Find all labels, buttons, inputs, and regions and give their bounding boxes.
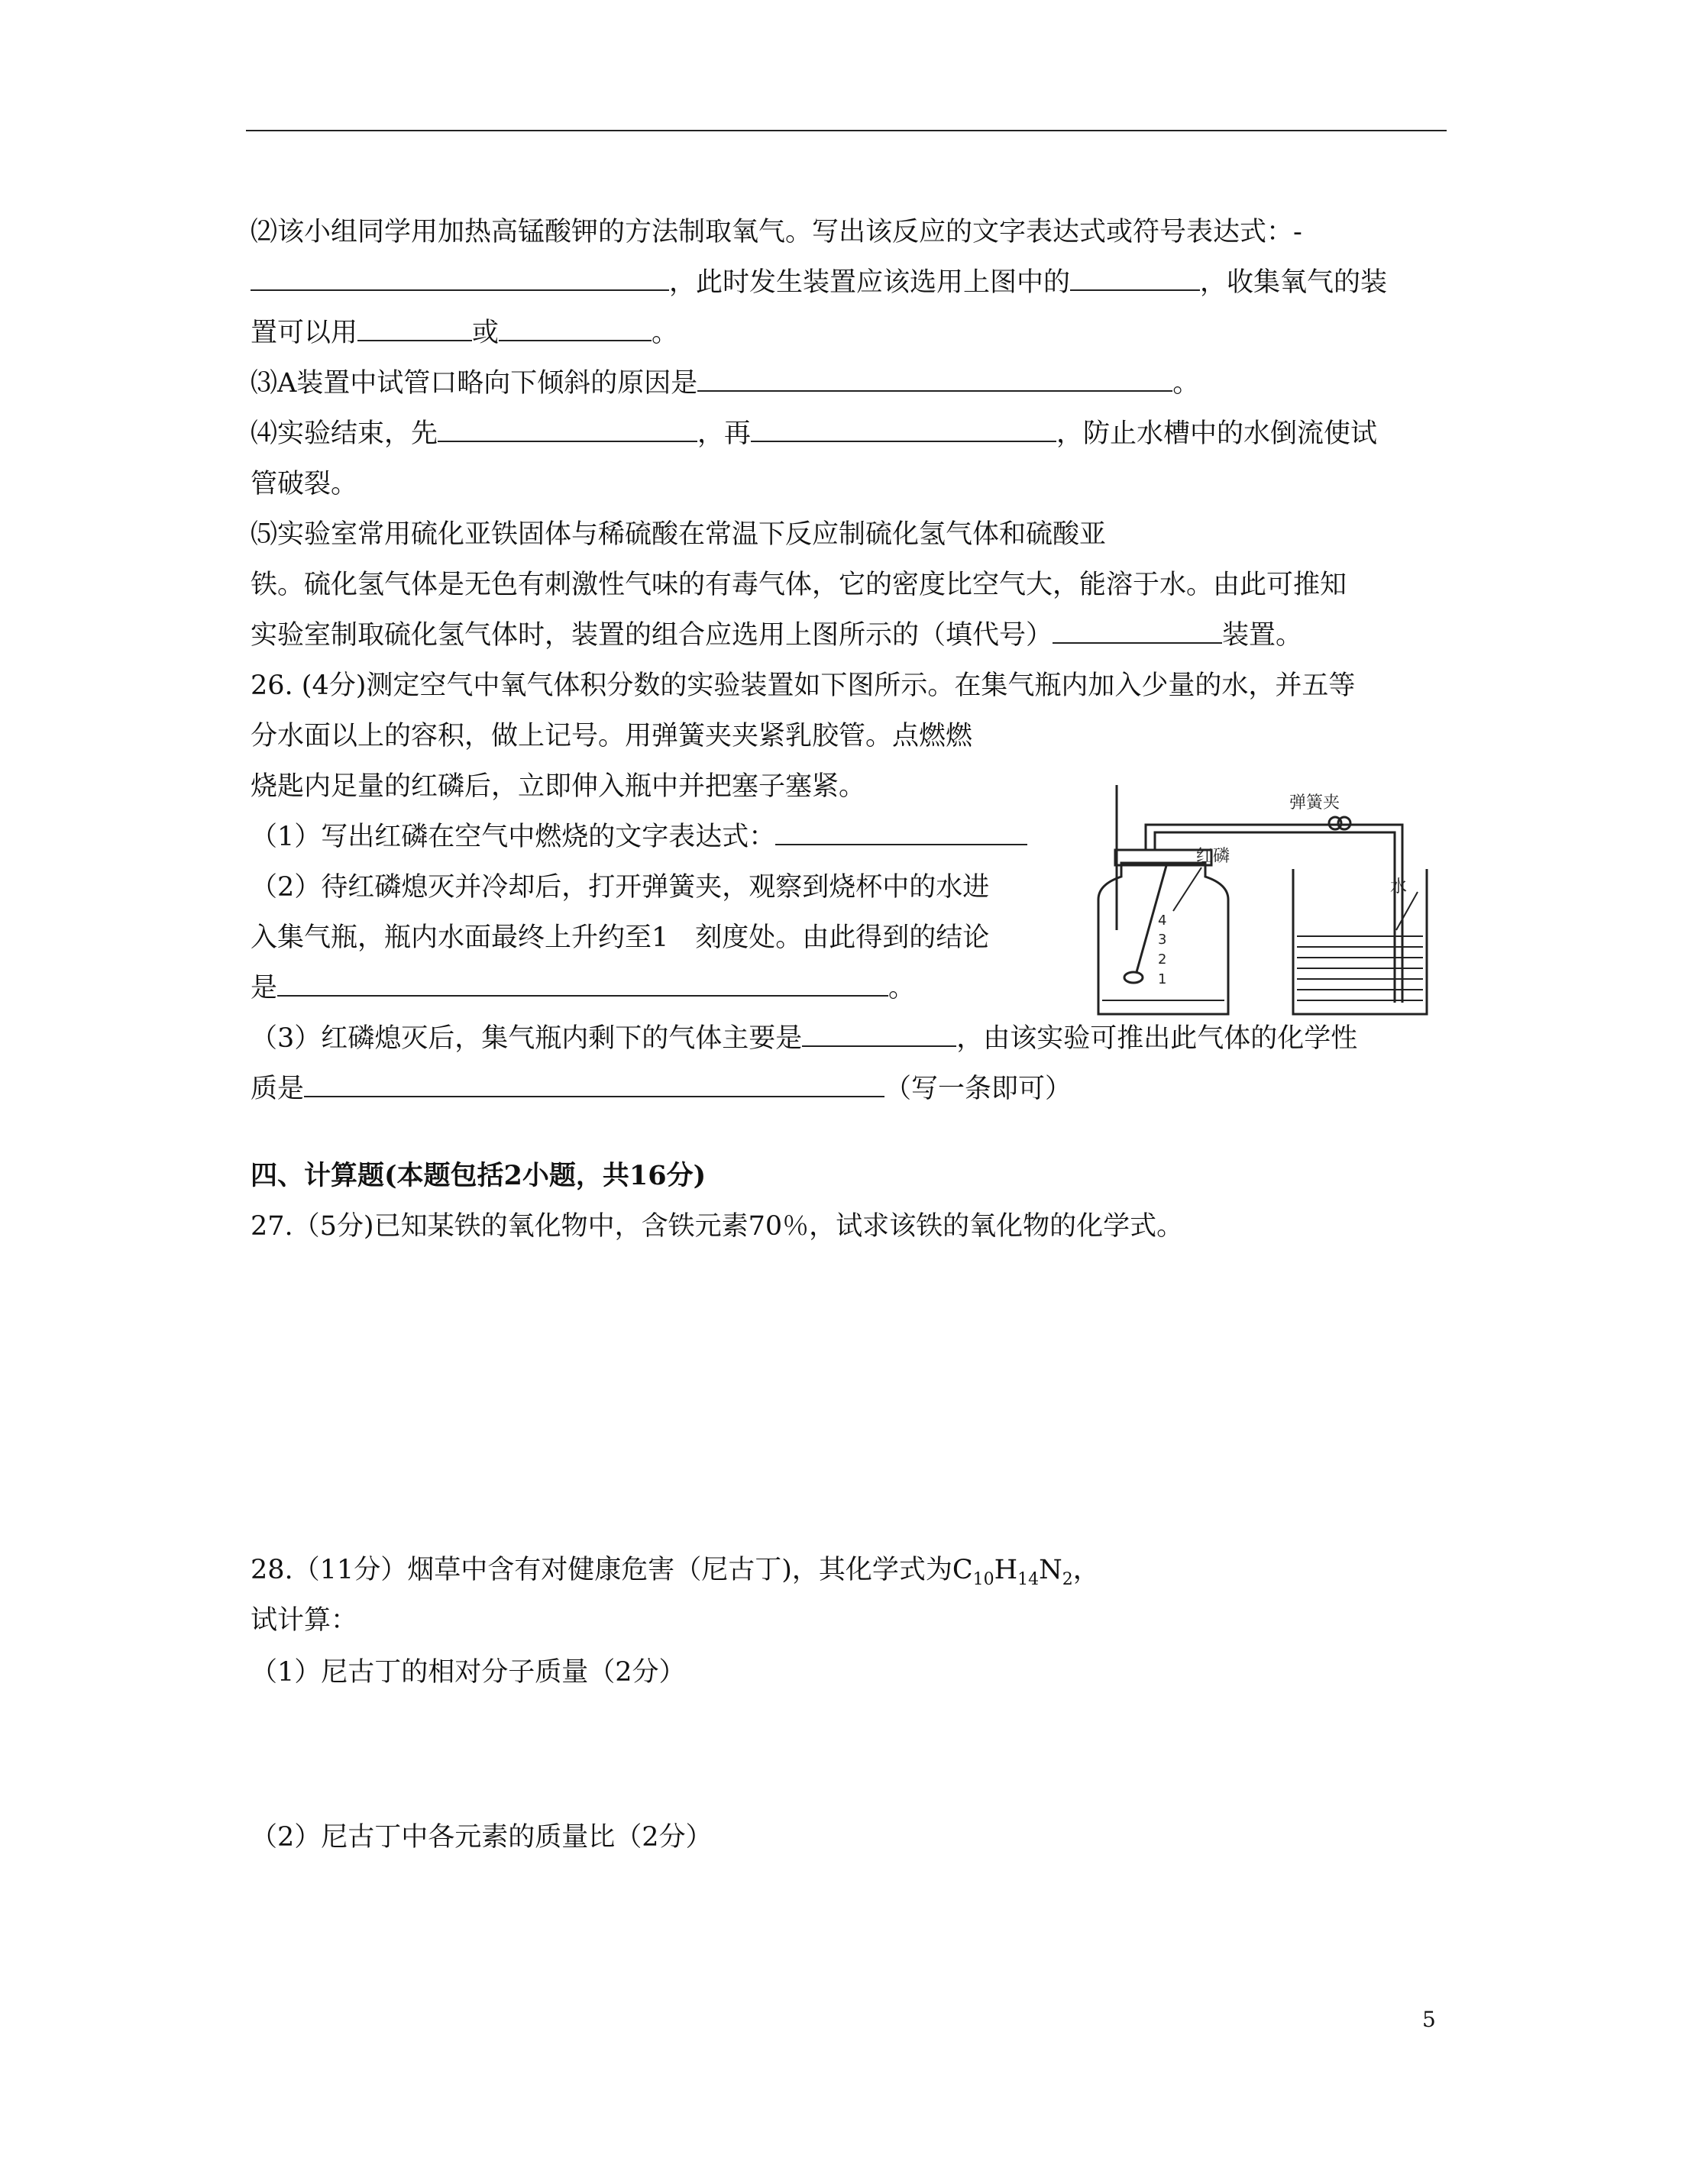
q26-s1: [251, 819, 1027, 855]
scale-mark-2: 2: [1158, 951, 1167, 968]
q25-p2-line2: [251, 264, 1387, 301]
element-n: N: [1039, 1555, 1062, 1585]
scale-mark-1: 1: [1158, 971, 1167, 987]
subscript-c: 10: [972, 1570, 994, 1589]
answer-blank[interactable]: [357, 317, 472, 341]
q25-p2-line3-mid: 或: [472, 318, 500, 348]
subscript-h: 14: [1017, 1570, 1040, 1589]
q25-p4-end: ，防止水槽中的水倒流使试: [1056, 418, 1378, 449]
glass-tube: [1146, 825, 1402, 1003]
q25-p4-line2: 管破裂。: [251, 469, 358, 499]
element-h: H: [994, 1555, 1018, 1585]
label-red-phosphorus: 红磷: [1196, 847, 1230, 866]
q25-p5-line2: 铁。硫化氢气体是无色有刺激性气味的有毒气体，它的密度比空气大，能溶于水。由此可推知: [251, 570, 1347, 600]
answer-blank[interactable]: [802, 1023, 956, 1047]
q26-s2-line3-start: 是: [251, 973, 278, 1003]
q26-s3-line1-start: （3）红磷熄灭后，集气瓶内剩下的气体主要是: [251, 1023, 803, 1054]
q25-p5-line1: ⑸实验室常用硫化亚铁固体与稀硫酸在常温下反应制硫化氢气体和硫酸亚: [251, 519, 1107, 550]
q26-s3-line2-start: 质是: [251, 1074, 305, 1104]
q26-s2-line1: （2）待红磷熄灭并冷却后，打开弹簧夹，观察到烧杯中的水进: [251, 872, 990, 903]
subscript-n: 2: [1062, 1570, 1073, 1589]
q25-p2-line1: ⑵该小组同学用加热高锰酸钾的方法制取氧气。写出该反应的文字表达式或符号表达式：-: [251, 217, 1302, 247]
q25-p3: [251, 365, 1199, 402]
label-spring-clip: 弹簧夹: [1289, 793, 1340, 813]
scale-mark-3: 3: [1158, 932, 1167, 948]
q25-p2-line3: [251, 315, 678, 351]
label-water: 水: [1390, 877, 1408, 897]
q25-p3-end: 。: [1172, 368, 1200, 399]
answer-blank[interactable]: [697, 367, 1172, 392]
q25-p4-mid: ，再: [697, 418, 752, 449]
q26-line3: 烧匙内足量的红磷后，立即伸入瓶中并把塞子塞紧。: [251, 771, 866, 802]
answer-blank[interactable]: [438, 418, 697, 442]
q25-p2-line3-end: 。: [652, 318, 679, 348]
scale-mark-4: 4: [1158, 913, 1167, 929]
q28-line1-end: ，: [1072, 1555, 1100, 1585]
answer-blank[interactable]: [277, 972, 888, 997]
q28-line1: [251, 1552, 1100, 1598]
q25-p4-start: ⑷实验结束，先: [251, 418, 438, 449]
answer-blank[interactable]: [1053, 619, 1222, 644]
q26-s2-line3: [251, 970, 915, 1006]
q26-line1: 26. (4分)测定空气中氧气体积分数的实验装置如下图所示。在集气瓶内加入少量的水，并五等: [251, 670, 1356, 701]
q27: 27.（5分)已知某铁的氧化物中，含铁元素70％，试求该铁的氧化物的化学式。: [251, 1211, 1184, 1242]
answer-blank[interactable]: [1070, 267, 1200, 291]
answer-blank[interactable]: [499, 317, 652, 341]
q26-s1-text: （1）写出红磷在空气中燃烧的文字表达式：: [251, 822, 776, 852]
answer-blank[interactable]: [775, 821, 1027, 845]
answer-blank[interactable]: [751, 418, 1056, 442]
section-4-heading: 四、计算题(本题包括2小题，共16分): [251, 1160, 707, 1191]
q26-s3-line2-end: （写一条即可）: [884, 1074, 1072, 1104]
q25-p3-text: ⑶A装置中试管口略向下倾斜的原因是: [251, 368, 698, 399]
q25-p2-text-end: ，收集氧气的装: [1200, 267, 1388, 298]
water-pointer: [1396, 892, 1418, 930]
q26-s2-line3-end: 。: [888, 973, 916, 1003]
q28-line2: 试计算：: [251, 1605, 358, 1636]
answer-blank[interactable]: [251, 267, 669, 291]
q26-line2: 分水面以上的容积，做上记号。用弹簧夹夹紧乳胶管。点燃燃: [251, 721, 973, 751]
combustion-spoon: [1124, 972, 1143, 983]
q25-p4: [251, 415, 1377, 452]
q28-s1: （1）尼古丁的相对分子质量（2分）: [251, 1657, 686, 1688]
q25-p5-line3-start: 实验室制取硫化氢气体时，装置的组合应选用上图所示的（填代号）: [251, 620, 1053, 651]
spring-clip-part: [1338, 817, 1350, 829]
q25-p2-line3-start: 置可以用: [251, 318, 358, 348]
answer-blank[interactable]: [304, 1073, 884, 1097]
q28-line1-start: 28.（11分）烟草中含有对健康危害（尼古丁)，其化学式为C: [251, 1555, 973, 1585]
q26-s3-line2: [251, 1071, 1072, 1107]
phosphorus-pointer: [1173, 867, 1201, 911]
q26-s2-line2: 入集气瓶，瓶内水面最终上升约至1 刻度处。由此得到的结论: [251, 922, 990, 953]
header-rule: [246, 130, 1447, 131]
page-number: 5: [1422, 2007, 1436, 2032]
q25-p5-line3-end: 装置。: [1222, 620, 1303, 651]
q25-p5-line3: [251, 617, 1302, 654]
glass-tube-inner: [1155, 832, 1395, 1003]
q25-p2-text: ，此时发生装置应该选用上图中的: [669, 267, 1071, 298]
q26-s3-line1-end: ，由该实验可推出此气体的化学性: [956, 1023, 1358, 1054]
q28-s2: （2）尼古丁中各元素的质量比（2分）: [251, 1822, 713, 1853]
oxygen-measurement-apparatus-figure: [1060, 777, 1442, 1029]
